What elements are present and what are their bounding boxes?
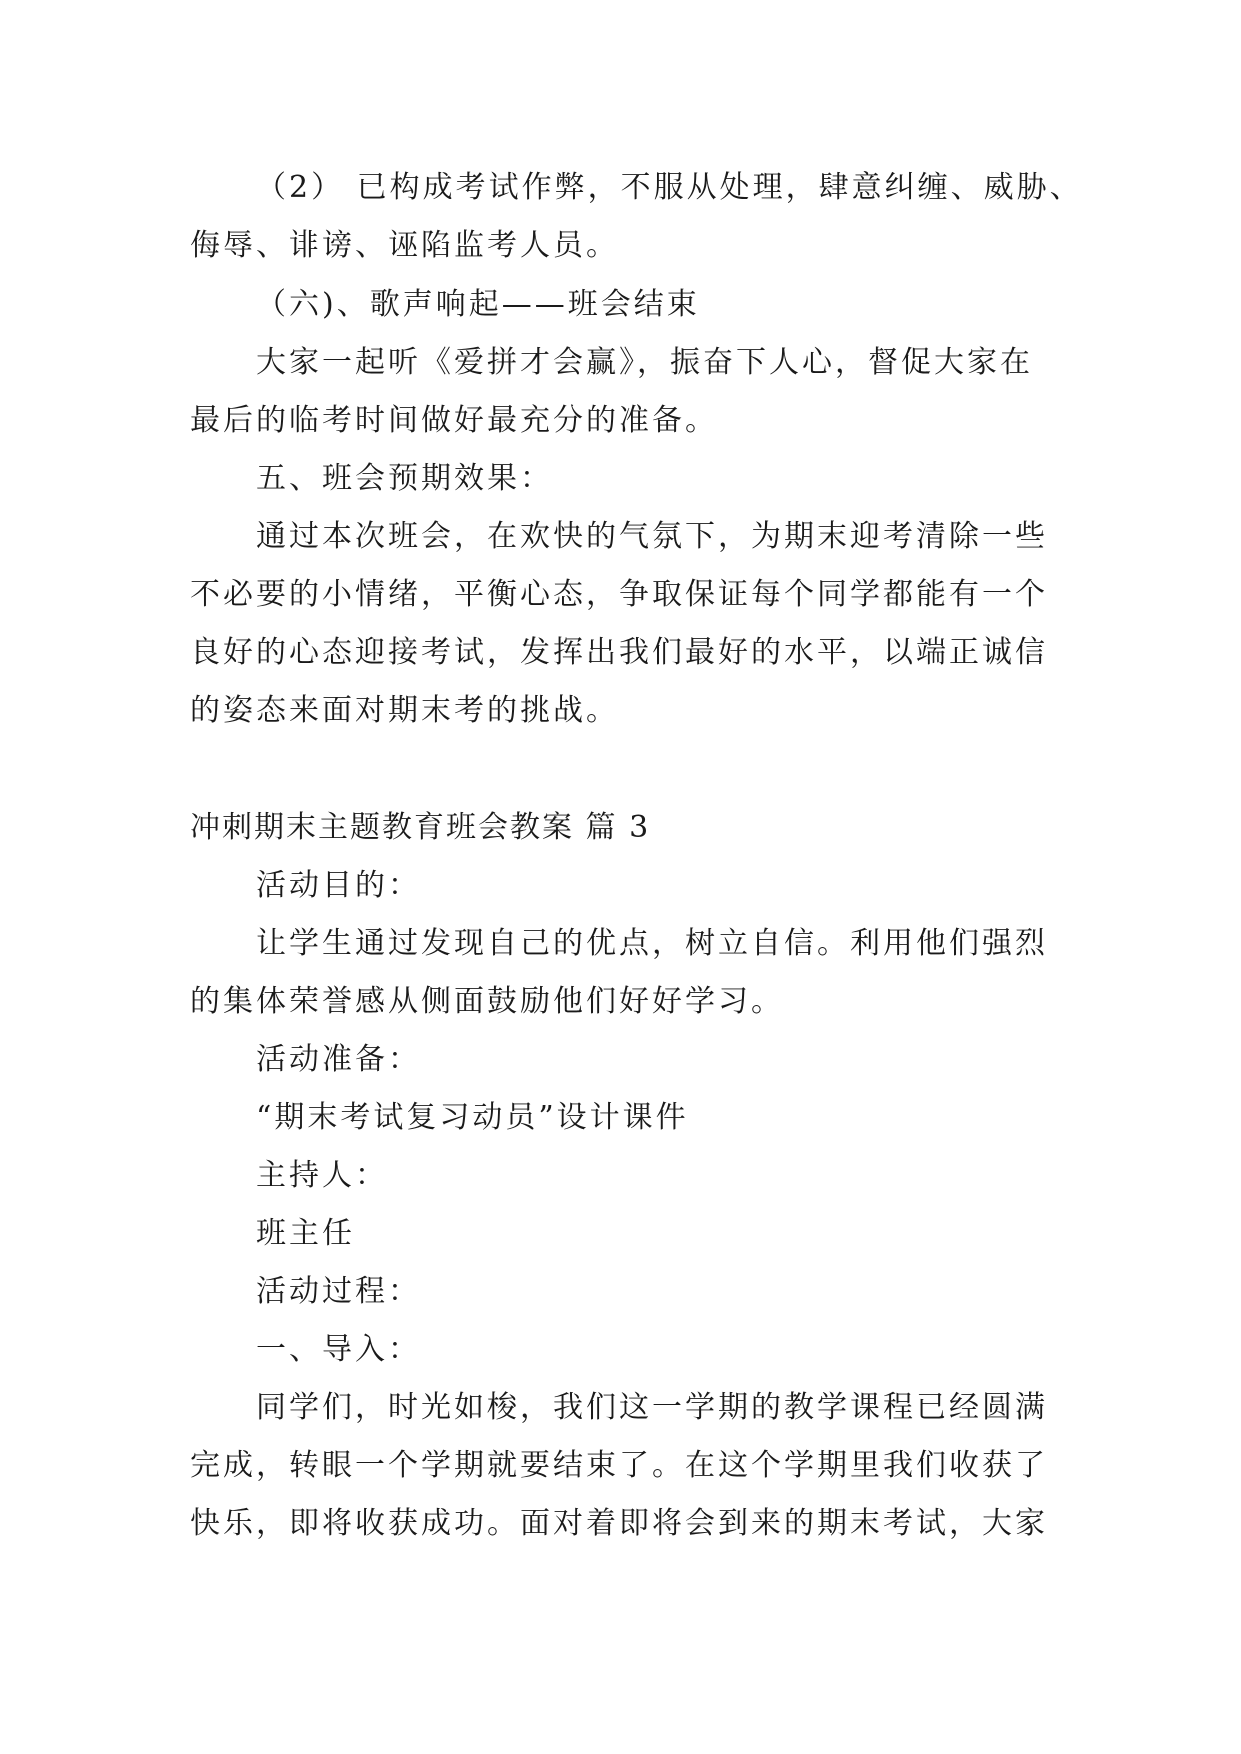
section-heading: 五、班会预期效果：	[256, 461, 553, 496]
document-title: 冲刺期末主题教育班会教案 篇 3	[190, 810, 651, 845]
section-heading: 主持人：	[256, 1158, 388, 1193]
paragraph-line: 同学们，时光如梭，我们这一学期的教学课程已经圆满	[256, 1390, 1048, 1425]
section-heading: 活动目的：	[256, 868, 421, 903]
section-heading: 一、导入：	[256, 1332, 421, 1367]
paragraph-line: 班主任	[256, 1216, 355, 1251]
paragraph-line: 让学生通过发现自己的优点，树立自信。利用他们强烈	[256, 926, 1048, 961]
paragraph-line: 良好的心态迎接考试，发挥出我们最好的水平，以端正诚信	[190, 635, 1048, 670]
section-heading: 活动准备：	[256, 1042, 421, 1077]
paragraph-line: 完成，转眼一个学期就要结束了。在这个学期里我们收获了	[190, 1448, 1048, 1483]
paragraph-line: “期末考试复习动员”设计课件	[256, 1100, 689, 1135]
section-heading: 活动过程：	[256, 1274, 421, 1309]
paragraph-line: 大家一起听《爱拼才会赢》，振奋下人心，督促大家在	[256, 345, 1033, 380]
paragraph-line: 的集体荣誉感从侧面鼓励他们好好学习。	[190, 984, 784, 1019]
section-heading: （六)、歌声响起——班会结束	[256, 287, 700, 322]
paragraph-line: （2） 已构成考试作弊，不服从处理，肆意纠缠、威胁、	[256, 170, 1083, 205]
paragraph-line: 通过本次班会，在欢快的气氛下，为期末迎考清除一些	[256, 519, 1048, 554]
paragraph-line: 快乐，即将收获成功。面对着即将会到来的期末考试，大家	[190, 1506, 1048, 1541]
paragraph-line: 最后的临考时间做好最充分的准备。	[190, 403, 718, 438]
paragraph-line: 的姿态来面对期末考的挑战。	[190, 693, 619, 728]
paragraph-line: 侮辱、诽谤、诬陷监考人员。	[190, 228, 619, 263]
paragraph-line: 不必要的小情绪，平衡心态，争取保证每个同学都能有一个	[190, 577, 1048, 612]
